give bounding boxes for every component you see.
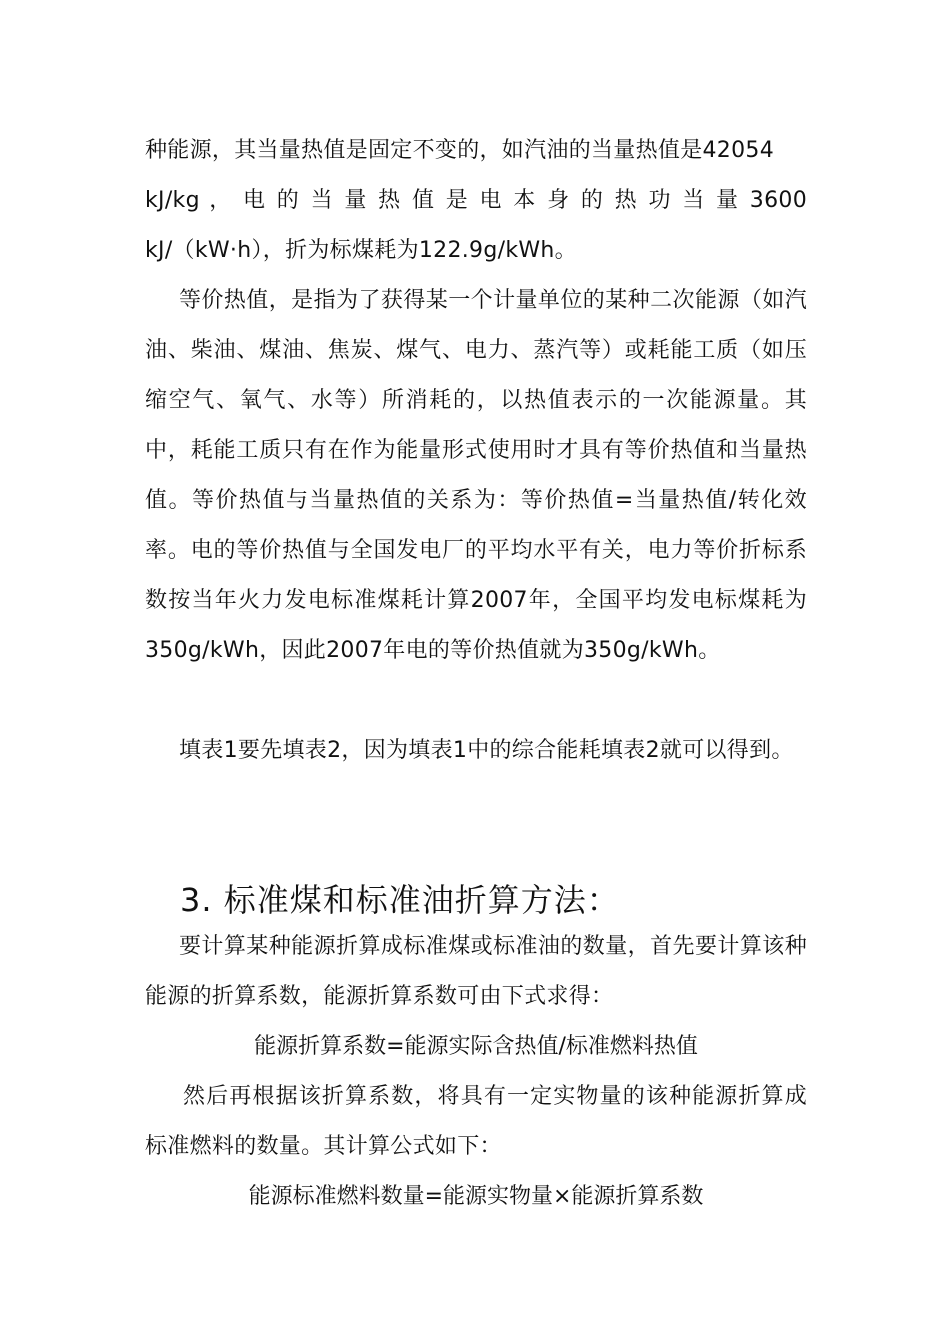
paragraph-form-filling-note: 填表1要先填表2，因为填表1中的综合能耗填表2就可以得到。	[179, 738, 794, 763]
paragraph-equivalent-value-definition: 等价热值，是指为了获得某一个计量单位的某种二次能源（如汽油、柴油、煤油、焦炭、煤气、电力、蒸汽等）或耗能工质（如压缩空气、氧气、水等）所消耗的，以热值表示的一次能源量。其中，耗能工质只有在作为能量形式使用时才具有等价热值和当量热值。等价热值与当量热值的关系为：等价热值=当量热值/转化效率。电的等价热值与全国发电厂的平均水平有关，电力等价折标系数按当年火力发电标准煤耗计算2007年，全国平均发电标煤耗为350g/kWh，因此2007年电的等价热值就为350g/kWh。	[145, 288, 807, 663]
paragraph-line: kJ/kg ， 电 的 当 量 热 值 是 电 本 身 的 热 功 当 量 3600	[145, 188, 807, 213]
paragraph-line: kJ/（kW·h），折为标煤耗为122.9g/kWh。	[145, 238, 577, 263]
paragraph-equivalent-calorific-value	[145, 126, 807, 276]
formula-standard-fuel-quantity: 能源标准燃料数量=能源实物量×能源折算系数	[248, 1184, 704, 1209]
section-heading: 3. 标准煤和标准油折算方法：	[180, 881, 620, 919]
paragraph-standard-fuel-calculation: 然后再根据该折算系数，将具有一定实物量的该种能源折算成标准燃料的数量。其计算公式如下：	[145, 1084, 807, 1159]
paragraph-line: 种能源，其当量热值是固定不变的，如汽油的当量热值是42054	[145, 138, 774, 163]
paragraph-conversion-coefficient: 要计算某种能源折算成标准煤或标准油的数量，首先要计算该种能源的折算系数，能源折算系数可由下式求得：	[145, 934, 807, 1009]
formula-conversion-coefficient: 能源折算系数=能源实际含热值/标准燃料热值	[254, 1034, 698, 1059]
